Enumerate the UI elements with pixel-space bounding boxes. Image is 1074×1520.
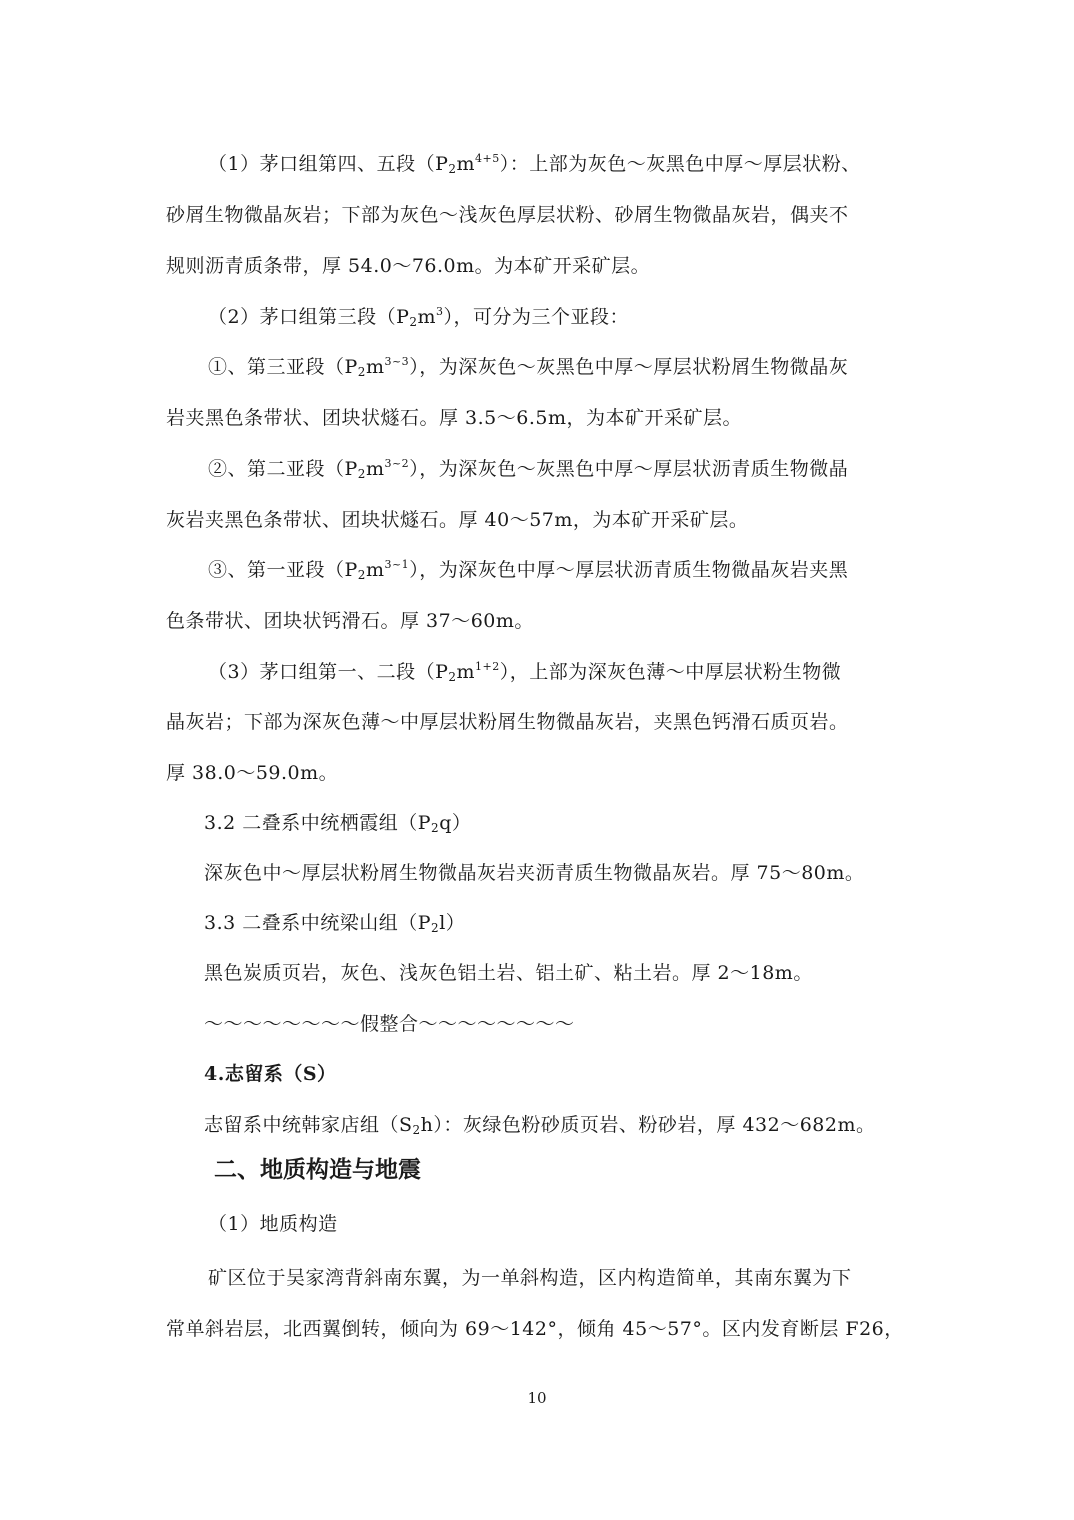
unconformity-line: ～～～～～～～～假整合～～～～～～～～	[204, 1013, 575, 1035]
structure-subtitle: （1）地质构造	[208, 1213, 338, 1235]
paragraph-maokou-1-2-line2: 晶灰岩；下部为深灰色薄～中厚层状粉屑生物微晶灰岩，夹黑色钙滑石质页岩。	[166, 711, 849, 733]
paragraph-sub1-line1: ③、第一亚段$(P_2m^{3\sim 1})$，为深灰色中厚～厚层状沥青质生物微晶灰岩夹黑	[208, 558, 849, 582]
paragraph-maokou-1-2-line3: 厚 38.0～59.0m。	[166, 762, 339, 784]
section-2-heading: 二、地质构造与地震	[214, 1157, 421, 1183]
paragraph-sub2-line2: 灰岩夹黑色条带状、团块状燧石。厚 40～57m，为本矿开采矿层。	[166, 509, 749, 531]
paragraph-sub2-line1: ②、第二亚段$(P_2m^{3\sim 2})$，为深灰色～灰黑色中厚～厚层状沥青质生物微晶	[208, 457, 849, 481]
section-3-2-desc: 深灰色中～厚层状粉屑生物微晶灰岩夹沥青质生物微晶灰岩。厚 75～80m。	[204, 862, 865, 884]
section-4-title: 4.志留系（S）	[204, 1063, 337, 1085]
paragraph-sub3-line2: 岩夹黑色条带状、团块状燧石。厚 3.5～6.5m，为本矿开采矿层。	[166, 407, 742, 429]
paragraph-maokou-4-5-line3: 规则沥青质条带，厚 54.0～76.0m。为本矿开采矿层。	[166, 255, 651, 277]
paragraph-maokou-4-5-line2: 砂屑生物微晶灰岩；下部为灰色～浅灰色厚层状粉、砂屑生物微晶灰岩，偶夹不	[166, 204, 849, 226]
page-number: 10	[527, 1389, 547, 1407]
structure-para-line1: 矿区位于吴家湾背斜南东翼，为一单斜构造，区内构造简单，其南东翼为下	[208, 1267, 852, 1289]
section-3-3-desc: 黑色炭质页岩，灰色、浅灰色铝土岩、铝土矿、粘土岩。厚 2～18m。	[204, 962, 813, 984]
paragraph-sub1-line2: 色条带状、团块状钙滑石。厚 37～60m。	[166, 610, 534, 632]
paragraph-maokou-3: （2）茅口组第三段$(P_2m^3)$，可分为三个亚段：	[208, 305, 630, 329]
paragraph-maokou-1-2-line1: （3）茅口组第一、二段$(P_2m^{1+2})$，上部为深灰色薄～中厚层状粉生物微	[208, 660, 842, 684]
section-3-3-title: 3.3 二叠系中统梁山组$(P_2l)$	[204, 912, 466, 935]
paragraph-maokou-4-5-line1: （1）茅口组第四、五段$(P_2m^{4+5})$：上部为灰色～灰黑色中厚～厚层状粉、	[208, 152, 861, 176]
structure-para-line2: 常单斜岩层，北西翼倒转，倾向为 69～142°，倾角 45～57°。区内发育断层 F26，	[166, 1318, 904, 1340]
section-4-desc: 志留系中统韩家店组$(S_2h)$：灰绿色粉砂质页岩、粉砂岩，厚 432～682m。	[204, 1114, 876, 1137]
paragraph-sub3-line1: ①、第三亚段$(P_2m^{3\sim 3})$，为深灰色～灰黑色中厚～厚层状粉屑生物微晶灰	[208, 355, 849, 379]
section-3-2-title: 3.2 二叠系中统栖霞组$(P_2q)$	[204, 812, 472, 835]
